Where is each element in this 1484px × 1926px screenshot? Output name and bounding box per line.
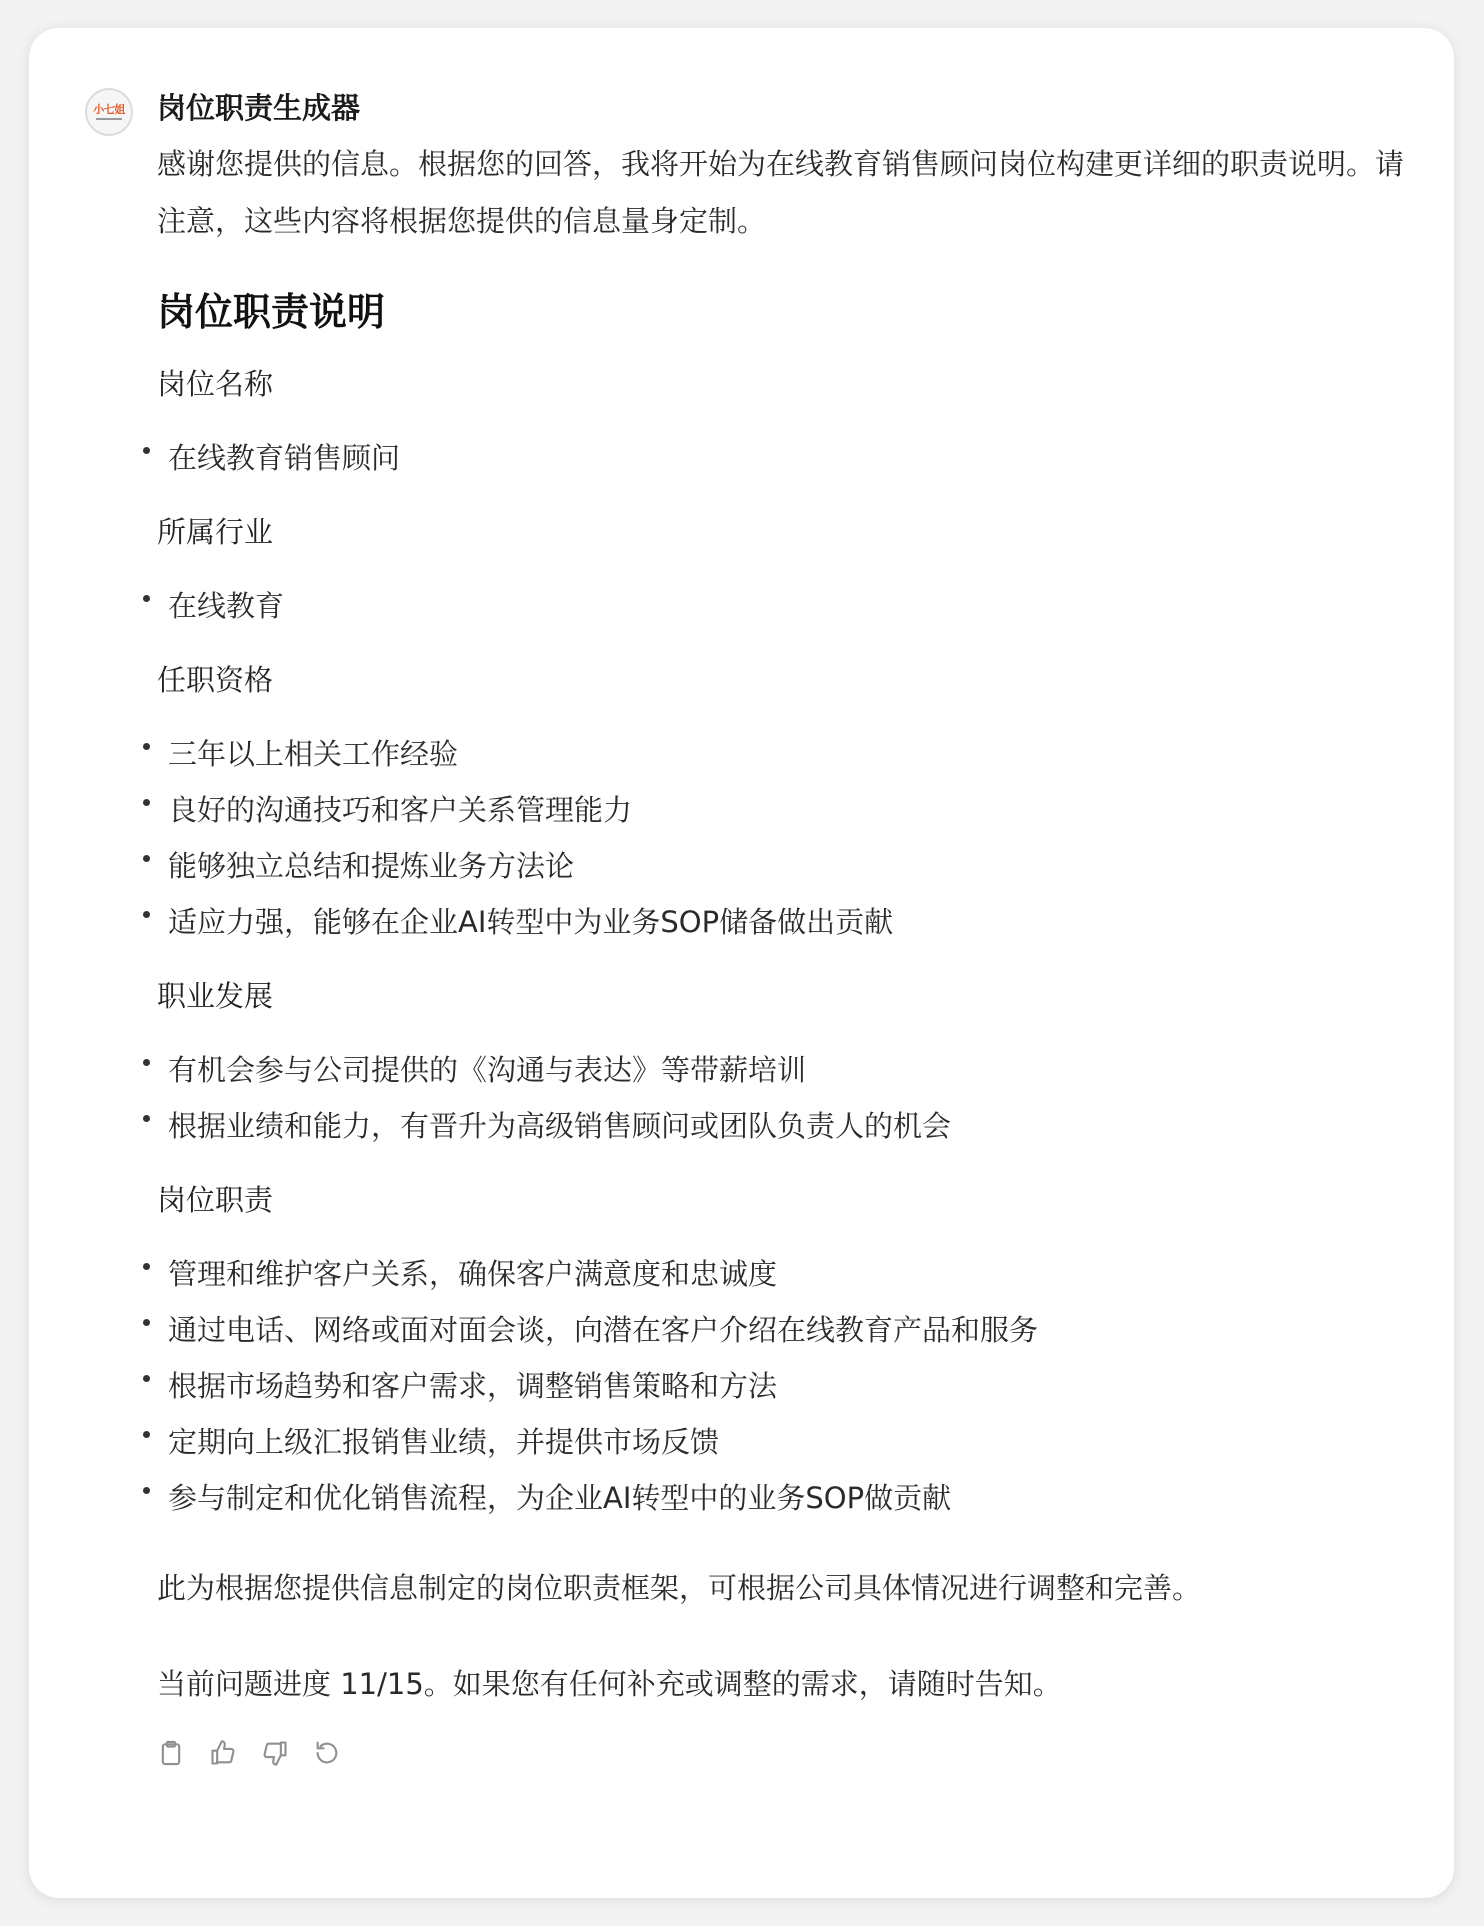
message-actions <box>157 1738 1417 1768</box>
sections-container <box>157 364 1417 1526</box>
list-item <box>157 1470 1417 1526</box>
intro-text: 感谢您提供的信息。根据您的回答，我将开始为在线教育销售顾问岗位构建更详细的职责说明。请注意，这些内容将根据您提供的信息量身定制。 <box>157 147 1405 238</box>
bullet-dot <box>143 799 150 806</box>
section-heading: 岗位名称 <box>157 367 274 401</box>
xiaoqijie-logo-icon: 小七姐 <box>93 103 125 116</box>
list-item-text: 根据业绩和能力，有晋升为高级销售顾问或团队负责人的机会 <box>168 1109 952 1143</box>
bullet-dot <box>143 855 150 862</box>
bullet-dot <box>143 1319 150 1326</box>
section-heading: 所属行业 <box>157 515 274 549</box>
bullet-dot <box>143 1375 150 1382</box>
list-item <box>157 838 1417 894</box>
bullet-dot <box>143 1059 150 1066</box>
list-item <box>157 1358 1417 1414</box>
list-item <box>157 1042 1417 1098</box>
list-item-text: 能够独立总结和提炼业务方法论 <box>168 849 575 883</box>
message-card <box>29 28 1454 1898</box>
bullet-list <box>157 726 1417 950</box>
list-item <box>157 578 1417 634</box>
bullet-list <box>157 1042 1417 1154</box>
doc-title: 岗位职责说明 <box>157 290 386 334</box>
bullet-dot <box>143 1115 150 1122</box>
message-content <box>157 88 1417 1768</box>
bullet-dot <box>143 595 150 602</box>
bullet-list <box>157 1246 1417 1526</box>
list-item-text: 通过电话、网络或面对面会谈，向潜在客户介绍在线教育产品和服务 <box>168 1313 1039 1347</box>
regenerate-icon <box>313 1739 341 1767</box>
list-item-text: 良好的沟通技巧和客户关系管理能力 <box>168 793 633 827</box>
bullet-list <box>157 430 1417 486</box>
bullet-dot <box>143 1263 150 1270</box>
thumbs-down-icon <box>261 1739 289 1767</box>
bullet-dot <box>143 447 150 454</box>
regenerate-button[interactable] <box>313 1738 341 1768</box>
list-item <box>157 1246 1417 1302</box>
list-item-text: 三年以上相关工作经验 <box>168 737 459 771</box>
list-item <box>157 430 1417 486</box>
list-item <box>157 1302 1417 1358</box>
list-item-text: 在线教育销售顾问 <box>168 441 401 475</box>
section-heading: 岗位职责 <box>157 1183 274 1217</box>
list-item <box>157 1098 1417 1154</box>
progress-text: 当前问题进度 11/15。如果您有任何补充或调整的需求，请随时告知。 <box>157 1667 1062 1701</box>
list-item-text: 在线教育 <box>168 589 285 623</box>
list-item-text: 管理和维护客户关系，确保客户满意度和忠诚度 <box>168 1257 778 1291</box>
bullet-dot <box>143 1431 150 1438</box>
bullet-dot <box>143 911 150 918</box>
list-item <box>157 726 1417 782</box>
section-heading: 任职资格 <box>157 663 274 697</box>
list-item <box>157 1414 1417 1470</box>
bullet-dot <box>143 743 150 750</box>
dislike-button[interactable] <box>261 1738 289 1768</box>
clipboard-icon <box>157 1739 185 1767</box>
list-item-text: 参与制定和优化销售流程，为企业AI转型中的业务SOP做贡献 <box>168 1481 952 1515</box>
bot-name: 岗位职责生成器 <box>157 91 361 125</box>
copy-button[interactable] <box>157 1738 185 1768</box>
thumbs-up-icon <box>209 1739 237 1767</box>
list-item-text: 适应力强，能够在企业AI转型中为业务SOP储备做出贡献 <box>168 905 894 939</box>
list-item <box>157 782 1417 838</box>
like-button[interactable] <box>209 1738 237 1768</box>
list-item-text: 有机会参与公司提供的《沟通与表达》等带薪培训 <box>168 1053 807 1087</box>
list-item-text: 根据市场趋势和客户需求，调整销售策略和方法 <box>168 1369 778 1403</box>
section-heading: 职业发展 <box>157 979 274 1013</box>
bot-avatar <box>85 88 133 136</box>
bullet-list <box>157 578 1417 634</box>
logo-underline <box>96 118 122 120</box>
list-item-text: 定期向上级汇报销售业绩，并提供市场反馈 <box>168 1425 720 1459</box>
list-item <box>157 894 1417 950</box>
bullet-dot <box>143 1487 150 1494</box>
closing-text: 此为根据您提供信息制定的岗位职责框架，可根据公司具体情况进行调整和完善。 <box>157 1571 1202 1605</box>
